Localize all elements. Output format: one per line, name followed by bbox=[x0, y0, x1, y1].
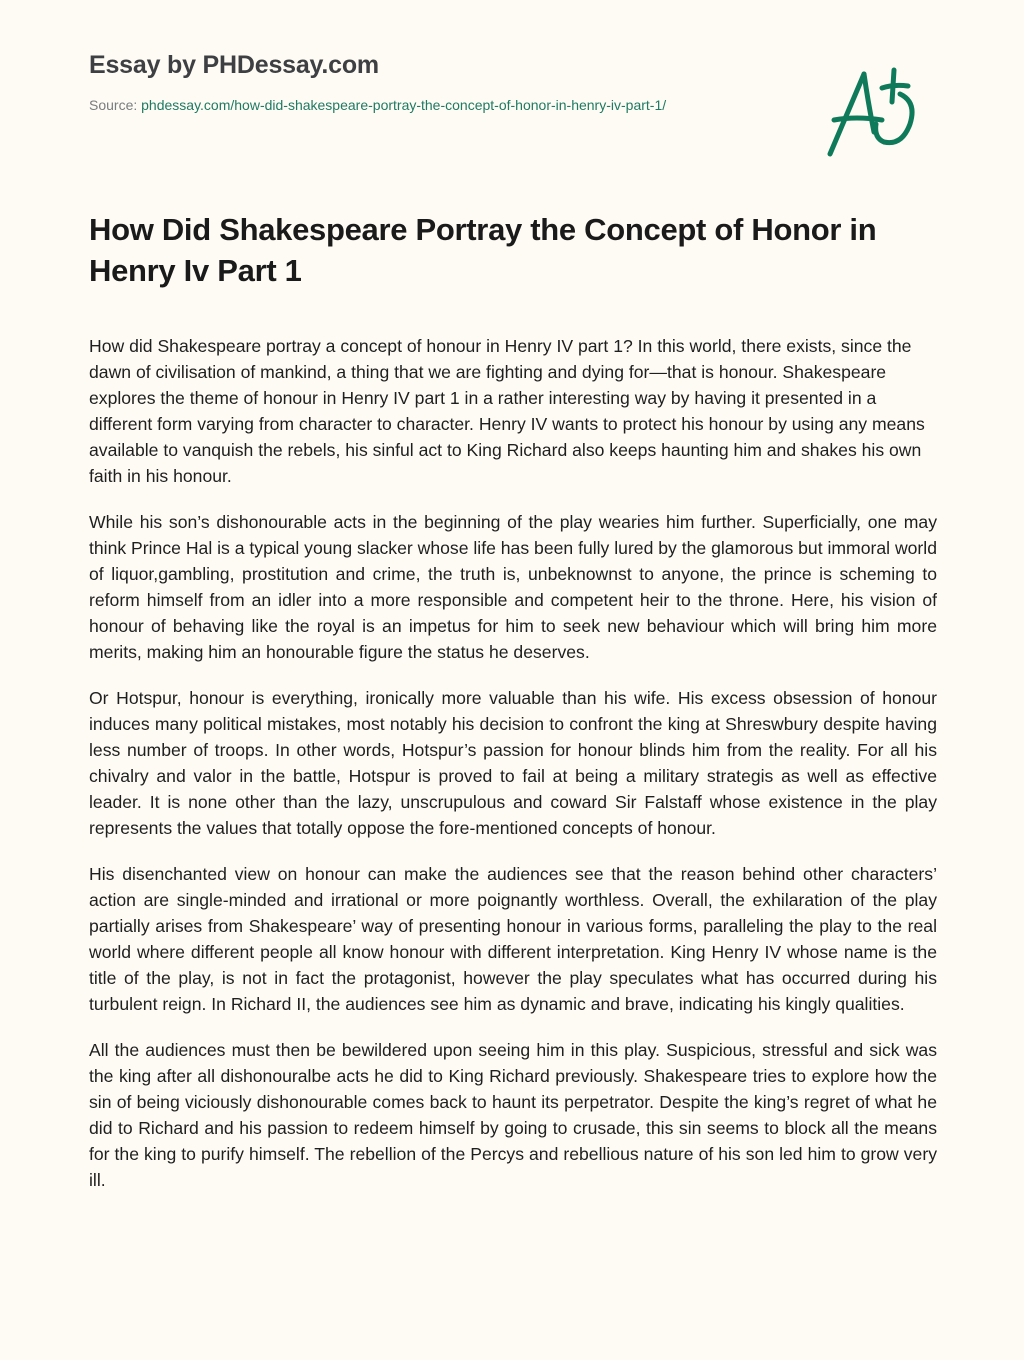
paragraph: Or Hotspur, honour is everything, ironically more valuable than his wife. His excess obsession of honour induces many political mistakes, most notably his decision to confront the king at Shreswbury despite having less number of troops. In other words, Hotspur’s passion for honour blinds him from the reality. For all his chivalry and valor in the battle, Hotspur is proved to fail at being a military strategis as well as effective leader. It is none other than the lazy, unscrupulous and coward Sir Falstaff whose existence in the play represents the values that totally oppose the fore-mentioned concepts of honour. bbox=[89, 688, 937, 838]
paragraph: While his son’s dishonourable acts in the beginning of the play wearies him further. Superficially, one may think Prince Hal is a typical young slacker whose life has been fully lured by the glamorous but immoral world of liquor,gambling, prostitution and crime, the truth is, unbeknownst to anyone, the prince is scheming to reform himself from an idler into a more responsible and competent heir to the throne. Here, his vision of honour of behaving like the royal is an impetus for him to seek new behaviour which will bring him more merits, making him an honourable figure the status he deserves. bbox=[89, 512, 937, 662]
site-title: Essay by PHDessay.com bbox=[89, 51, 379, 79]
article-body bbox=[89, 333, 937, 1316]
article-title: How Did Shakespeare Portray the Concept of Honor in Henry Iv Part 1 bbox=[89, 212, 877, 288]
source-label: Source: bbox=[89, 97, 142, 113]
source-link[interactable]: phdessay.com/how-did-shakespeare-portray-the-concept-of-honor-in-henry-iv-part-1/ bbox=[141, 97, 667, 113]
source-line bbox=[89, 95, 749, 116]
a-plus-grade-icon bbox=[822, 62, 932, 162]
paragraph: How did Shakespeare portray a concept of honour in Henry IV part 1? In this world, there exists, since the dawn of civilisation of mankind, a thing that we are fighting and dying for—that is honour. Shakespeare explores the theme of honour in Henry IV part 1 in a rather interesting way by having it presented in a different form varying from character to character. Henry IV wants to protect his honour by using any means available to vanquish the rebels, his sinful act to King Richard also keeps haunting him and shakes his own faith in his honour. bbox=[89, 336, 925, 486]
page-header bbox=[89, 48, 769, 116]
paragraph: His disenchanted view on honour can make the audiences see that the reason behind other characters’ action are single-minded and irrational or more poignantly worthless. Overall, the exhilaration of the play partially arises from Shakespeare’ way of presenting honour in various forms, paralleling the play to the real world where different people all know honour with different interpretation. King Henry IV whose name is the title of the play, is not in fact the protagonist, however the play speculates what has occurred during his turbulent reign. In Richard II, the audiences see him as dynamic and brave, indicating his kingly qualities. bbox=[89, 864, 937, 1014]
paragraph: All the audiences must then be bewildered upon seeing him in this play. Suspicious, stressful and sick was the king after all dishonouralbe acts he did to King Richard previously. Shakespeare tries to explore how the sin of being viciously dishonourable comes back to haunt its perpetrator. Despite the king’s regret of what he did to Richard and his passion to redeem himself by going to crusade, this sin seems to block all the means for the king to purify himself. The rebellion of the Percys and rebellious nature of his son led him to grow very ill. bbox=[89, 1040, 937, 1190]
